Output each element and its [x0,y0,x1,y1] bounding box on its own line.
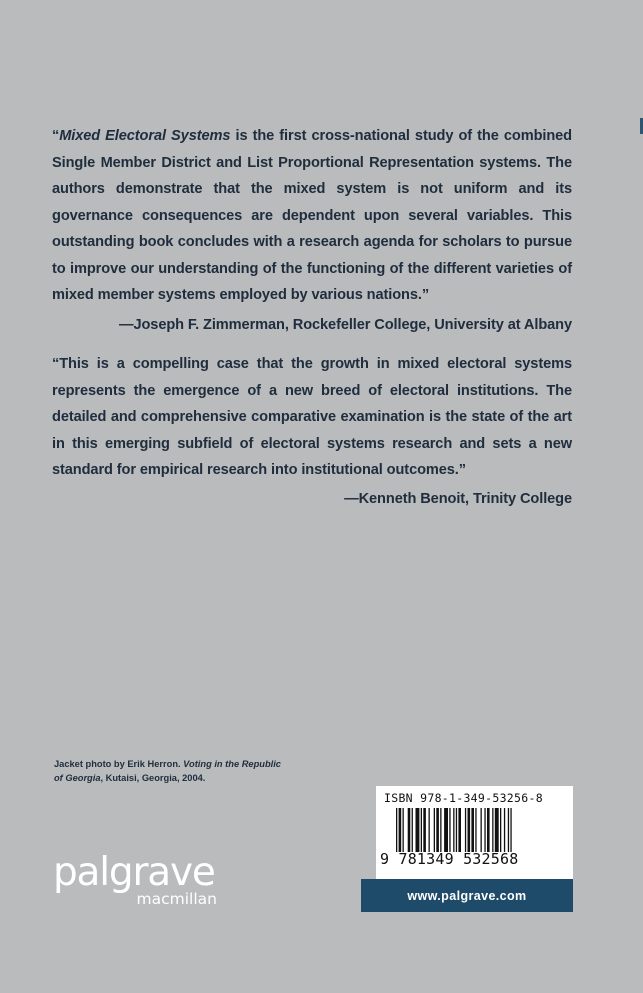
logo-wordmark: palgrave [53,850,215,895]
barcode-bar [416,808,420,852]
barcode-bar [492,808,493,852]
barcode-bar [434,808,435,852]
barcode-bar [456,808,457,852]
barcode-bar [468,808,471,852]
barcode-bar [449,808,450,852]
barcode-bar [444,808,448,852]
quote-1-text: is the first cross-national study of the combined Single Member District and List Proportional Representation systems. The authors demonstrate that the mixed system is not uniform and its governance consequences are dependent upon several variables. This outstanding book concludes with a research agenda for scholars to pursue to improve our understanding of the functioning of the different varieties of mixed member systems employed by various nations.” [52,128,572,303]
barcode-bar [475,808,476,852]
logo-subtext: macmillan [136,890,217,908]
barcode-bar [412,808,413,852]
barcode-bar [403,808,404,852]
endorsement-quote-2 [52,351,572,512]
barcode-bar [440,808,441,852]
quote-1-attribution: —Joseph F. Zimmerman, Rockefeller College, University at Albany [118,316,572,333]
barcode-bar [458,808,461,852]
barcode-bar [421,808,422,852]
barcode-bar [396,808,397,852]
barcode-bar [495,808,499,852]
photo-title: Voting in the Republic of Georgia [54,759,281,783]
publisher-url-bar[interactable] [361,879,573,912]
barcode-bar [423,808,426,852]
barcode-bar [481,808,482,852]
barcode-digits: 9 781349 532568 [380,850,519,868]
publisher-url[interactable]: www.palgrave.com [407,888,527,903]
quote-2-text: “This is a compelling case that the growth in mixed electoral systems represents the emergence of a new breed of electoral institutions. The detailed and comprehensive comparative examination is the state of the art in this emerging subfield of electoral systems research and sets a new standard for empirical research into institutional outcomes.” [52,356,572,478]
endorsement-quote-1 [52,123,572,338]
barcode-bar [408,808,411,852]
quote-2-attribution: —Kenneth Benoit, Trinity College [344,490,572,507]
barcode-bar [487,808,490,852]
barcode-bar [484,808,485,852]
barcode-bar [510,808,511,852]
jacket-photo-credit: Jacket photo by Erik Herron. Voting in the Republic of Georgia, Kutaisi, Georgia, 2004. [54,759,281,783]
book-title: Mixed Electoral Systems [59,128,231,144]
barcode-bar [504,808,505,852]
barcode-bar [465,808,466,852]
isbn-barcode [376,786,573,879]
barcode-bar [471,808,474,852]
open-quote-mark: “ [52,128,60,144]
barcode-bar [508,808,509,852]
barcode-bars [396,808,554,852]
barcode-bar [436,808,439,852]
barcode-bar [399,808,402,852]
barcode-bar [500,808,501,852]
barcode-bar [453,808,454,852]
isbn-label: ISBN 978-1-349-53256-8 [384,791,543,805]
palgrave-macmillan-logo [53,850,217,908]
barcode-bar [429,808,430,852]
